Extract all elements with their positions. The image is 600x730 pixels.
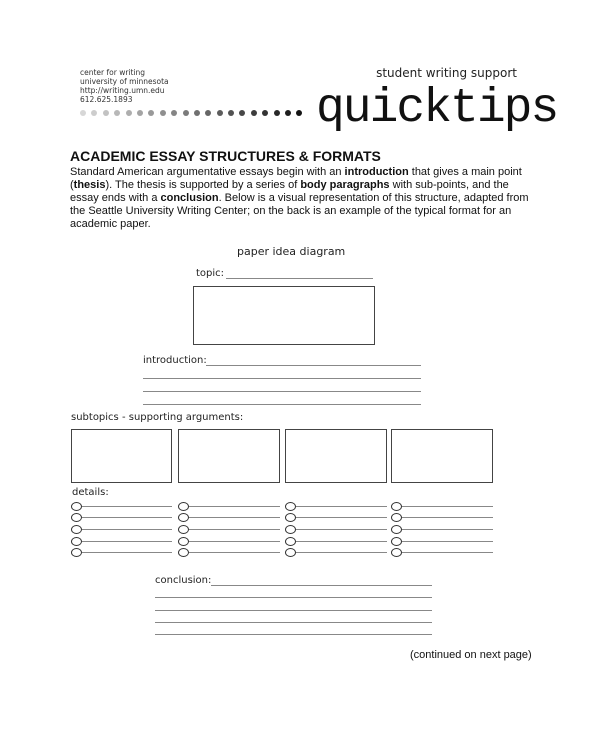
detail-bullet-circle (178, 548, 189, 557)
detail-line[interactable] (82, 529, 172, 530)
contact-line: http://writing.umn.edu (80, 86, 165, 95)
detail-line[interactable] (82, 506, 172, 507)
detail-bullet-circle (178, 513, 189, 522)
detail-line[interactable] (82, 552, 172, 553)
detail-bullet-circle (391, 502, 402, 511)
dot (126, 110, 132, 116)
dot (228, 110, 234, 116)
detail-line[interactable] (189, 506, 280, 507)
detail-line[interactable] (296, 506, 387, 507)
introduction-label: introduction: (143, 355, 207, 366)
detail-line[interactable] (189, 541, 280, 542)
dot (262, 110, 268, 116)
detail-line[interactable] (189, 517, 280, 518)
detail-line[interactable] (402, 529, 493, 530)
dot (114, 110, 120, 116)
tagline: student writing support (376, 66, 517, 80)
dot (239, 110, 245, 116)
detail-bullet-circle (285, 525, 296, 534)
conclusion-line[interactable] (155, 597, 432, 598)
detail-line[interactable] (296, 541, 387, 542)
detail-bullet-circle (71, 537, 82, 546)
dot-leader (80, 110, 302, 116)
detail-bullet-circle (391, 525, 402, 534)
detail-line[interactable] (402, 552, 493, 553)
dot (205, 110, 211, 116)
detail-bullet-circle (391, 513, 402, 522)
contact-line: 612.625.1893 (80, 95, 133, 104)
detail-line[interactable] (82, 517, 172, 518)
introduction-line[interactable] (143, 378, 421, 379)
dot (274, 110, 280, 116)
brand-logo: quicktips (316, 82, 558, 136)
detail-bullet-circle (391, 548, 402, 557)
dot (137, 110, 143, 116)
dot (103, 110, 109, 116)
detail-bullet-circle (71, 502, 82, 511)
detail-bullet-circle (285, 502, 296, 511)
detail-bullet-circle (71, 513, 82, 522)
detail-line[interactable] (189, 529, 280, 530)
detail-bullet-circle (285, 513, 296, 522)
detail-line[interactable] (82, 541, 172, 542)
introduction-line[interactable] (143, 404, 421, 405)
subtopic-box[interactable] (391, 429, 493, 483)
dot (217, 110, 223, 116)
introduction-line[interactable] (206, 365, 421, 366)
subtopic-box[interactable] (71, 429, 172, 483)
dot (251, 110, 257, 116)
detail-bullet-circle (71, 548, 82, 557)
subtopic-box[interactable] (178, 429, 280, 483)
detail-line[interactable] (189, 552, 280, 553)
detail-bullet-circle (285, 537, 296, 546)
topic-line[interactable] (226, 278, 373, 279)
conclusion-line[interactable] (155, 634, 432, 635)
detail-line[interactable] (402, 541, 493, 542)
detail-bullet-circle (178, 502, 189, 511)
detail-bullet-circle (178, 525, 189, 534)
detail-bullet-circle (178, 537, 189, 546)
detail-line[interactable] (402, 517, 493, 518)
page-title: ACADEMIC ESSAY STRUCTURES & FORMATS (70, 148, 381, 164)
conclusion-line[interactable] (155, 622, 432, 623)
detail-line[interactable] (402, 506, 493, 507)
dot (91, 110, 97, 116)
dot (183, 110, 189, 116)
introduction-line[interactable] (143, 391, 421, 392)
dot (148, 110, 154, 116)
contact-line: university of minnesota (80, 77, 169, 86)
dot (80, 110, 86, 116)
subtopic-box[interactable] (285, 429, 387, 483)
detail-line[interactable] (296, 517, 387, 518)
contact-line: center for writing (80, 68, 146, 77)
detail-line[interactable] (296, 529, 387, 530)
conclusion-line[interactable] (211, 585, 432, 586)
detail-bullet-circle (71, 525, 82, 534)
conclusion-line[interactable] (155, 610, 432, 611)
continued-note: (continued on next page) (410, 649, 532, 661)
intro-paragraph: Standard American argumentative essays begin with an introduction that gives a main point (thesis). The thesis is supported by a series of body paragraphs with sub-points, and the essay ends with a conclusion. Below is a visual representation of this structure, adapted from the Seattle University Writing Center; on the back is an example of the typical format for an academic paper. (70, 166, 529, 230)
dot (285, 110, 291, 116)
dot (296, 110, 302, 116)
contact-info (80, 68, 169, 104)
dot (194, 110, 200, 116)
detail-bullet-circle (285, 548, 296, 557)
conclusion-label: conclusion: (155, 575, 212, 586)
topic-label: topic: (196, 268, 225, 279)
subtopics-label: subtopics - supporting arguments: (71, 412, 244, 423)
topic-box[interactable] (193, 286, 375, 345)
details-label: details: (72, 487, 109, 498)
detail-line[interactable] (296, 552, 387, 553)
dot (160, 110, 166, 116)
dot (171, 110, 177, 116)
detail-bullet-circle (391, 537, 402, 546)
diagram-title: paper idea diagram (237, 245, 346, 258)
